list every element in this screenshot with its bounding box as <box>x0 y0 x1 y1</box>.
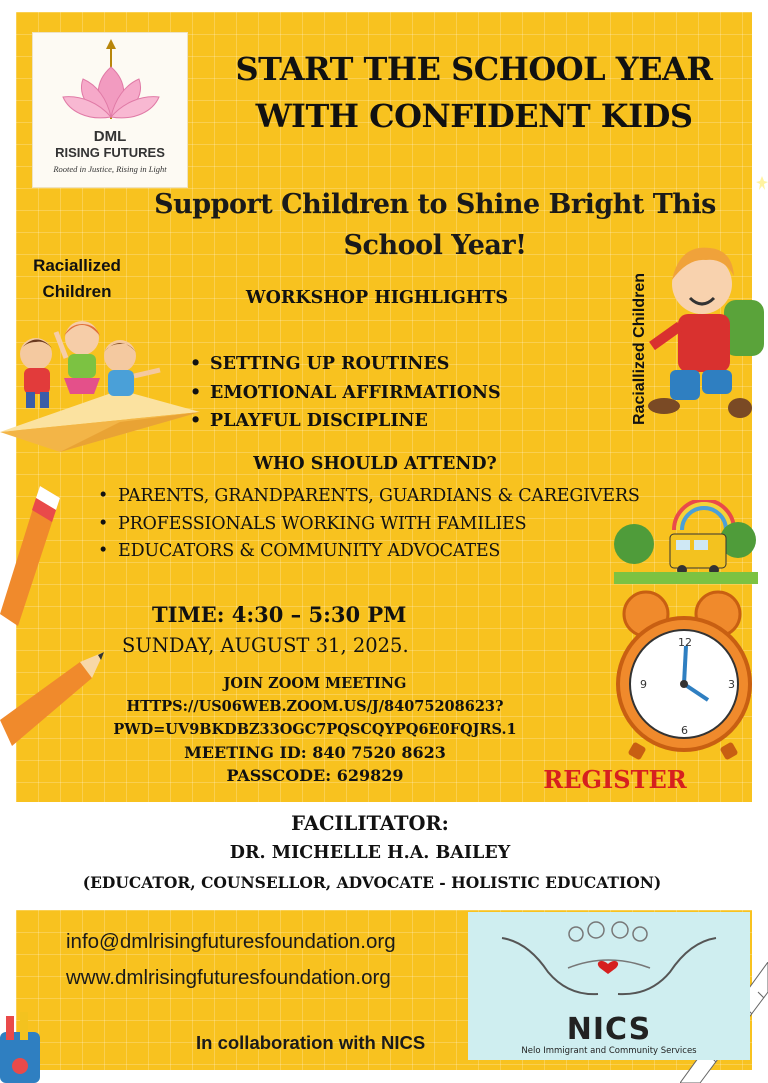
who-should-attend-heading: WHO SHOULD ATTEND? <box>253 454 497 474</box>
lotus-icon <box>33 33 189 129</box>
logo-brand-line2: RISING FUTURES <box>55 145 165 160</box>
list-item: • PARENTS, GRANDPARENTS, GUARDIANS & CAREGIVERS <box>96 483 640 511</box>
left-caption <box>18 253 136 305</box>
workshop-highlights-heading: WORKSHOP HIGHLIGHTS <box>245 288 509 308</box>
zoom-details <box>90 672 540 787</box>
register-link[interactable]: REGISTER <box>543 765 687 794</box>
left-caption-line-2: Children <box>42 282 112 301</box>
contact-email-link[interactable]: info@dmlrisingfuturesfoundation.org <box>66 930 396 953</box>
star-icon <box>756 176 768 190</box>
event-time: TIME: 4:30 – 5:30 PM <box>152 602 407 627</box>
alarm-clock-icon <box>606 584 758 760</box>
list-item: • PROFESSIONALS WORKING WITH FAMILIES <box>96 511 640 539</box>
collaboration-note: In collaboration with NICS <box>196 1032 426 1053</box>
svg-text:12: 12 <box>678 636 692 649</box>
event-date: SUNDAY, AUGUST 31, 2025. <box>122 634 409 657</box>
svg-text:3: 3 <box>728 678 735 691</box>
highlights-list <box>188 350 501 436</box>
zoom-url-line-1[interactable]: HTTPS://US06WEB.ZOOM.US/J/84075208623? <box>126 698 504 715</box>
logo-brand-line1: DML <box>93 128 127 145</box>
zoom-join-label: JOIN ZOOM MEETING <box>223 675 407 692</box>
subtitle-line-1: Support Children to Shine Bright This <box>154 189 716 220</box>
nics-logo <box>468 912 750 1060</box>
zoom-meeting-id: MEETING ID: 840 7520 8623 <box>184 743 446 762</box>
title-line-1: START THE SCHOOL YEAR <box>235 50 713 88</box>
attend-list <box>96 483 640 566</box>
partner-full-name: Nelo Immigrant and Community Services <box>521 1046 697 1056</box>
dml-logo <box>32 32 188 188</box>
facilitator-role: (EDUCATOR, COUNSELLOR, ADVOCATE - HOLISTIC EDUCATION) <box>82 873 662 892</box>
pencil-illustration <box>0 476 64 636</box>
zoom-passcode: PASSCODE: 629829 <box>226 766 404 785</box>
svg-text:6: 6 <box>681 724 688 737</box>
subtitle-line-2: School Year! <box>343 230 527 261</box>
page-title <box>200 46 748 140</box>
svg-text:9: 9 <box>640 678 647 691</box>
list-item: • EMOTIONAL AFFIRMATIONS <box>188 379 501 408</box>
hands-heart-icon <box>468 912 750 1012</box>
school-bus-illustration <box>614 500 758 584</box>
left-caption-line-1: Raciallized <box>33 256 121 275</box>
contact-website-link[interactable]: www.dmlrisingfuturesfoundation.org <box>66 966 391 989</box>
crayon-icon <box>0 1008 44 1083</box>
right-caption: Raciallized Children <box>631 272 648 425</box>
list-item: • SETTING UP ROUTINES <box>188 350 501 379</box>
list-item: • PLAYFUL DISCIPLINE <box>188 407 501 436</box>
title-line-2: WITH CONFIDENT KIDS <box>255 97 693 135</box>
facilitator-name: DR. MICHELLE H.A. BAILEY <box>229 843 511 863</box>
list-item: • EDUCATORS & COMMUNITY ADVOCATES <box>96 538 640 566</box>
facilitator-label: FACILITATOR: <box>291 812 449 835</box>
running-kid-illustration <box>640 240 768 430</box>
logo-tagline: Rooted in Justice, Rising in Light <box>53 164 167 174</box>
partner-name: NICS <box>566 1012 652 1047</box>
zoom-url-line-2[interactable]: PWD=UV9BKDBZ33OGC7PQSCQYPQ6E0FQJRS.1 <box>113 721 517 738</box>
kids-paper-plane-illustration <box>0 302 200 462</box>
